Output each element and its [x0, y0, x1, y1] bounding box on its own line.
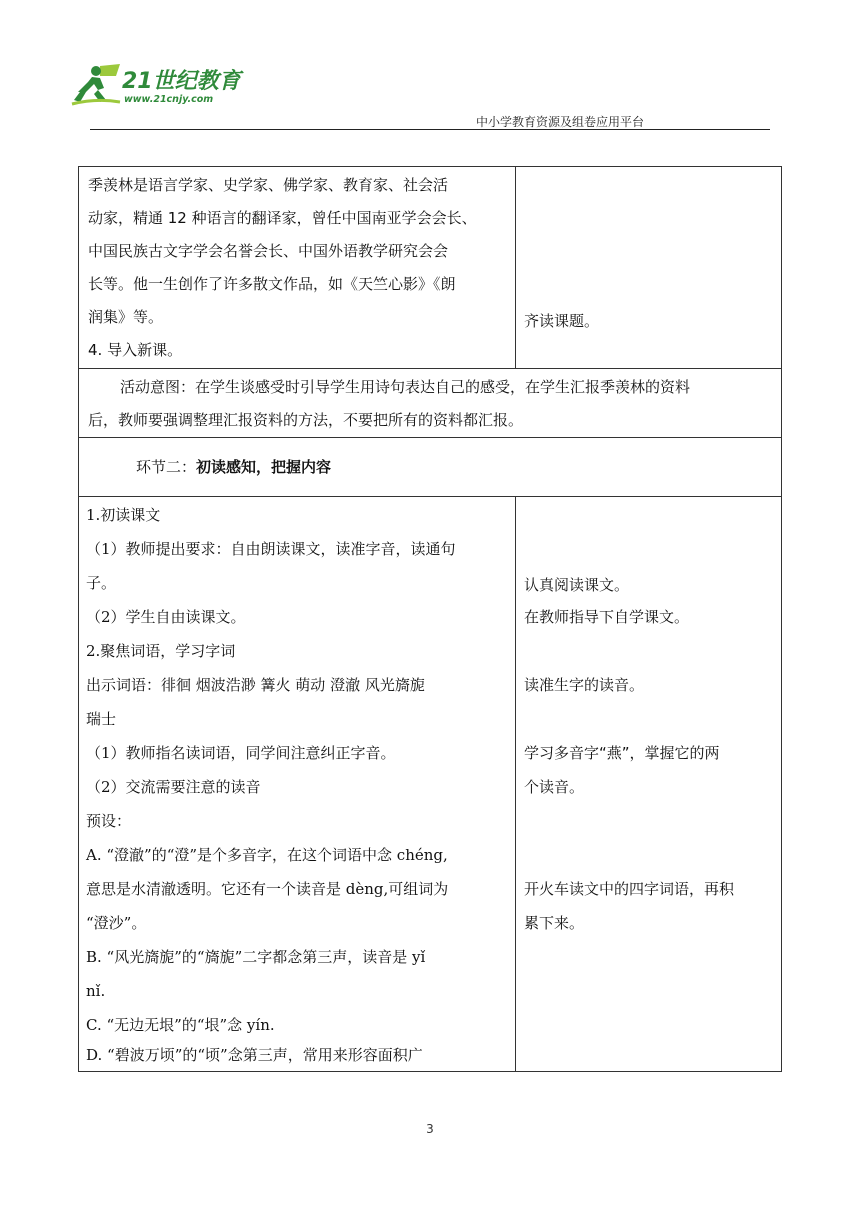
text-line: 4. 导入新课。	[88, 341, 183, 359]
text-line: 开火车读文中的四字词语，再积	[524, 880, 735, 898]
text-line: C. “无边无垠”的“垠”念 yín.	[86, 1016, 275, 1034]
text-line: 预设：	[86, 812, 132, 830]
text-line: 润集》等。	[88, 308, 164, 326]
text-line: 后，教师要强调整理汇报资料的方法，不要把所有的资料都汇报。	[88, 411, 524, 429]
table-border-top	[78, 166, 782, 167]
row-divider	[78, 496, 782, 497]
text-line: 读准生字的读音。	[524, 676, 645, 694]
logo-title: 21世纪教育	[122, 69, 241, 94]
lesson-table	[78, 166, 782, 1072]
text-line: B. “风光旖旎”的“旖旎”二字都念第三声，读音是 yǐ	[86, 948, 426, 966]
text-line: 认真阅读课文。	[524, 576, 630, 594]
text-line: 出示词语：徘徊 烟波浩渺 篝火 萌动 澄澈 风光旖旎	[86, 676, 425, 694]
text-line: 长等。他一生创作了许多散文作品，如《天竺心影》《朗	[88, 275, 456, 293]
page-number: 3	[426, 1122, 434, 1136]
text-line: “澄沙”。	[86, 914, 147, 932]
text-line: nǐ.	[86, 982, 106, 1000]
text-line: 中国民族古文字学会名誉会长、中国外语教学研究会会	[88, 242, 449, 260]
column-divider	[515, 496, 516, 1071]
text-line: 瑞士	[86, 710, 117, 728]
text-line: （1）教师指名读词语，同学间注意纠正字音。	[86, 744, 396, 762]
text-line: A. “澄澈”的“澄”是个多音字，在这个词语中念 chéng,	[86, 846, 448, 864]
row-divider	[78, 437, 782, 438]
text-line: 在教师指导下自学课文。	[524, 608, 690, 626]
runner-logo-icon	[70, 62, 124, 108]
stage-heading	[136, 450, 331, 484]
row-divider	[78, 368, 782, 369]
table-border-right	[781, 166, 782, 1072]
text-line: 累下来。	[524, 914, 585, 932]
text-line: 个读音。	[524, 778, 585, 796]
text-line: 动家，精通 12 种语言的翻译家，曾任中国南亚学会会长、	[88, 209, 477, 227]
text-line: （1）教师提出要求：自由朗读课文，读准字音，读通句	[86, 540, 456, 558]
text-line: 季羡林是语言学家、史学家、佛学家、教育家、社会活	[88, 176, 449, 194]
column-divider	[515, 166, 516, 368]
logo-url: www.21cnjy.com	[124, 94, 214, 105]
text-line: 2.聚焦词语，学习字词	[86, 642, 236, 660]
logo	[70, 62, 260, 112]
stage-prefix: 环节二：	[136, 458, 197, 476]
header-platform-name: 中小学教育资源及组卷应用平台	[476, 115, 645, 129]
text-line: （2）交流需要注意的读音	[86, 778, 261, 796]
text-line: D. “碧波万顷”的“顷”念第三声，常用来形容面积广	[86, 1046, 423, 1064]
table-border-left	[78, 166, 79, 1072]
stage-title: 初读感知，把握内容	[196, 458, 332, 476]
text-line: 子。	[86, 574, 117, 592]
text-line: 1.初读课文	[86, 506, 161, 524]
header-divider	[90, 129, 770, 130]
text-line: 学习多音字“燕”，掌握它的两	[524, 744, 720, 762]
text-line: 意思是水清澈透明。它还有一个读音是 dèng,可组词为	[86, 880, 449, 898]
text-line: 齐读课题。	[524, 312, 600, 330]
text-line: （2）学生自由读课文。	[86, 608, 246, 626]
text-line: 活动意图：在学生谈感受时引导学生用诗句表达自己的感受，在学生汇报季羡林的资料	[120, 378, 691, 396]
